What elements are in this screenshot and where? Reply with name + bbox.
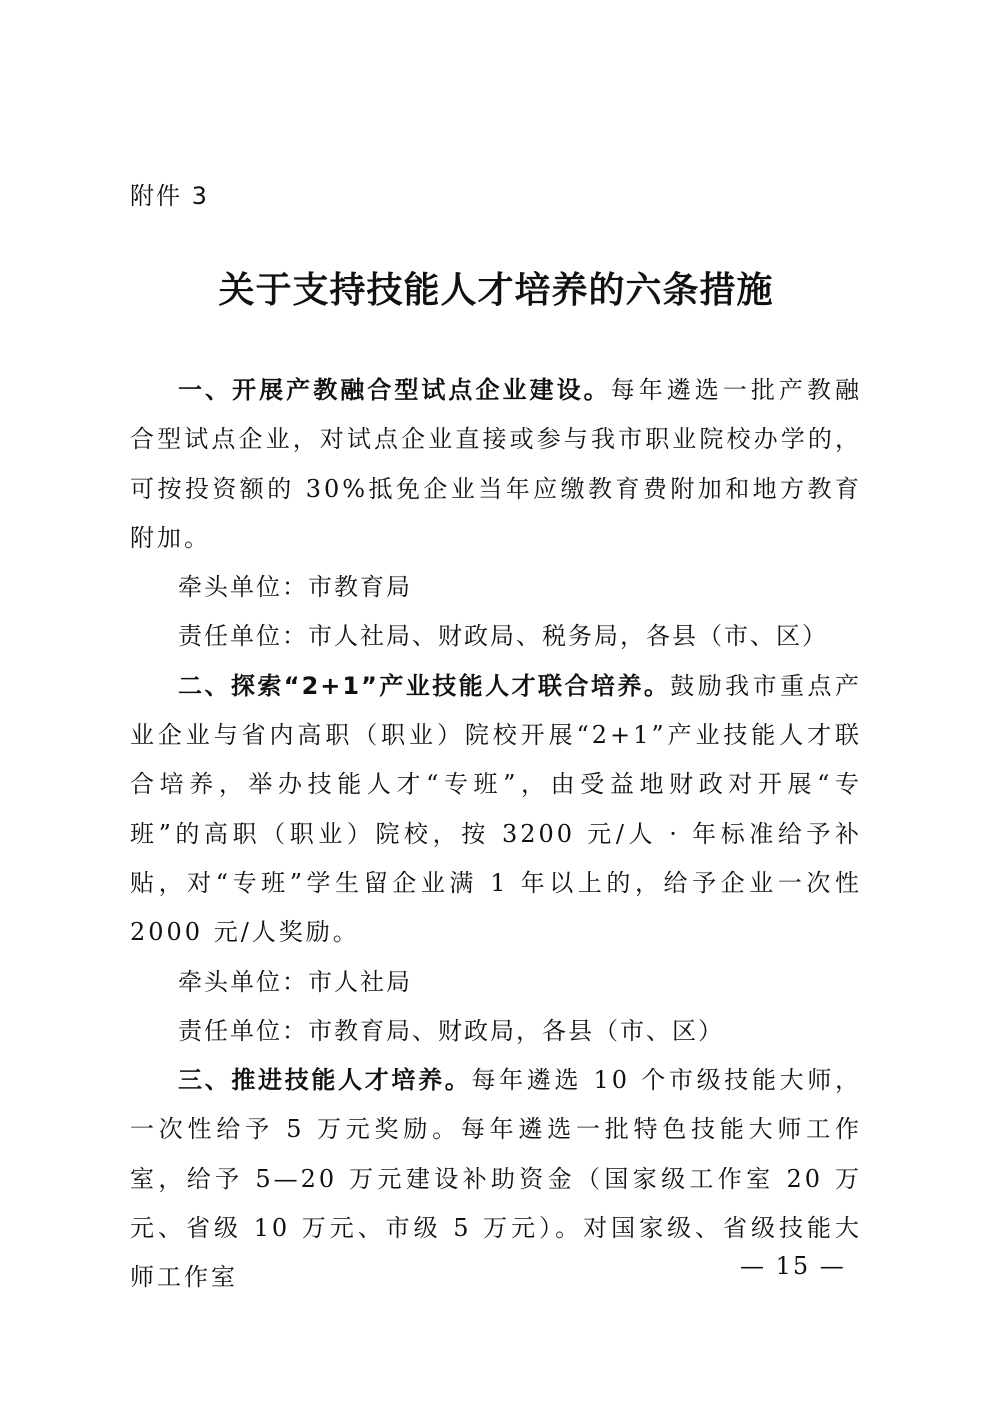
document-body xyxy=(130,366,862,1303)
section-2-heading: 二、探索“2+1”产业技能人才联合培养。 xyxy=(178,671,671,700)
section-3-heading: 三、推进技能人才培养。 xyxy=(178,1066,472,1095)
section-1-paragraph xyxy=(130,366,862,563)
section-2-responsible-units: 责任单位：市教育局、财政局，各县（市、区） xyxy=(178,1016,724,1045)
section-2-paragraph xyxy=(130,662,862,958)
section-1-text: 每年遴选一批产教融合型试点企业，对试点企业直接或参与我市职业院校办学的，可按投资额的 30%抵免企业当年应缴教育费附加和地方教育附加。 xyxy=(130,376,863,552)
page-number: — 15 — xyxy=(740,1252,846,1280)
document-title: 关于支持技能人才培养的六条措施 xyxy=(218,269,774,311)
attachment-label: 附件 3 xyxy=(130,182,209,210)
section-3-text: 每年遴选 10 个市级技能大师，一次性给予 5 万元奖励。每年遴选一批特色技能大师工作室，给予 5—20 万元建设补助资金（国家级工作室 20 万元、省级 10 万元、市级 5 万元）。对国家级、省级技能大师工作室 xyxy=(130,1066,863,1292)
section-2-text: 鼓励我市重点产业企业与省内高职（职业）院校开展“2+1”产业技能人才联合培养，举办技能人才“专班”，由受益地财政对开展“专班”的高职（职业）院校，按 3200 元/人 · 年标准给予补贴，对“专班”学生留企业满 1 年以上的，给予企业一次性 2000 元/人奖励。 xyxy=(130,671,862,947)
section-1-lead-unit: 牵头单位：市教育局 xyxy=(178,573,412,602)
section-1-heading: 一、开展产教融合型试点企业建设。 xyxy=(178,376,611,404)
section-2-lead-unit: 牵头单位：市人社局 xyxy=(178,967,412,996)
section-1-responsible-units: 责任单位：市人社局、财政局、税务局，各县（市、区） xyxy=(178,622,828,651)
